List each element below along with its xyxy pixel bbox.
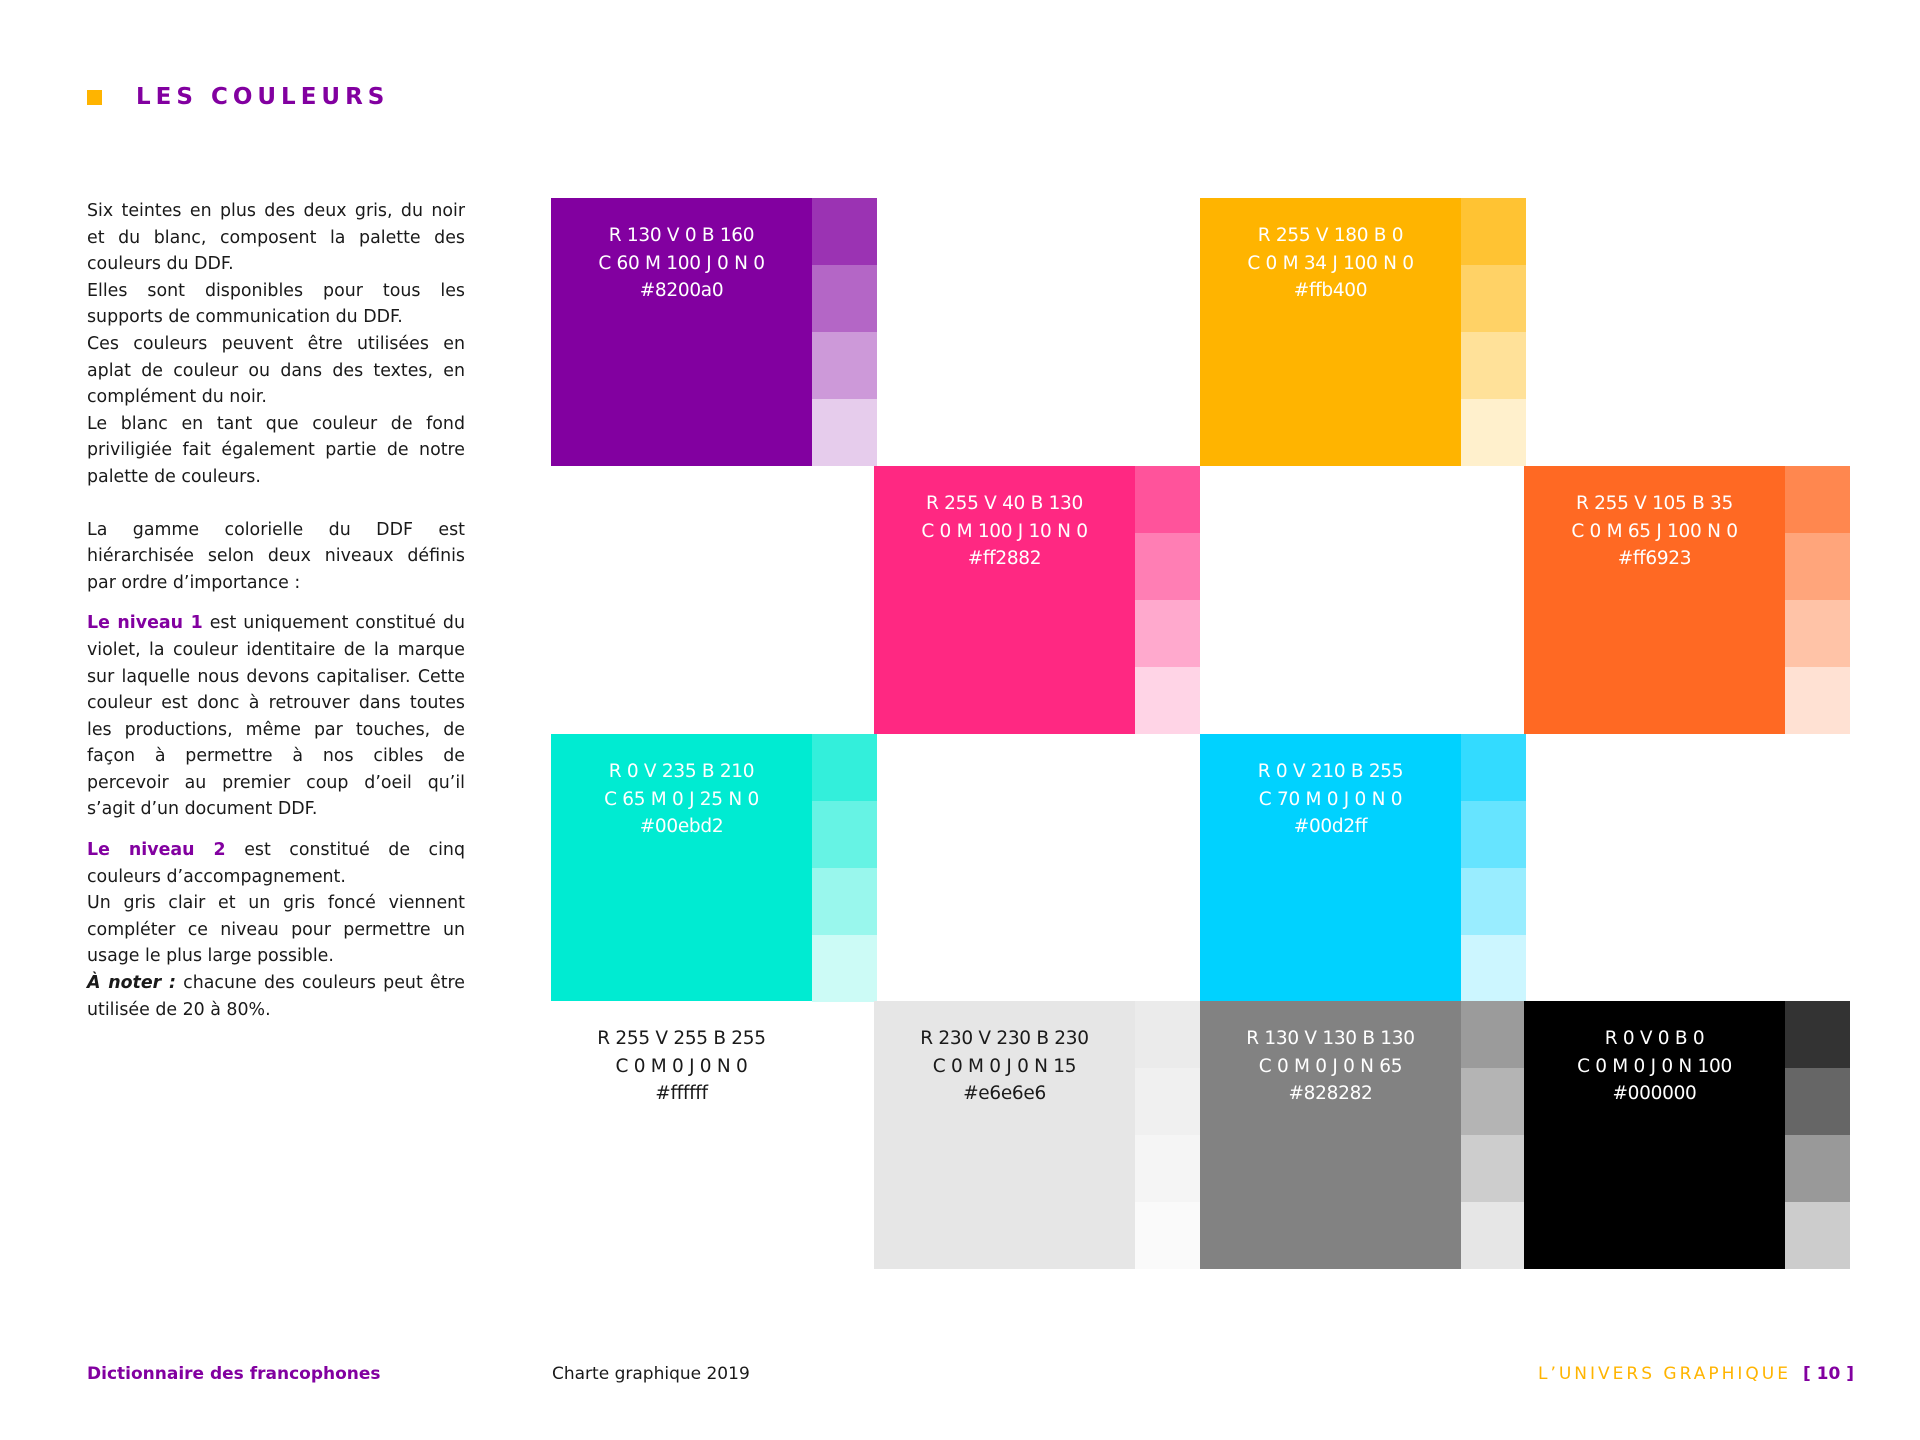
swatch-tint	[812, 935, 877, 1002]
swatch-main	[551, 198, 812, 466]
swatch-main	[551, 1001, 812, 1269]
swatch-values	[1200, 222, 1461, 305]
swatch-main	[1524, 466, 1785, 734]
swatch-tint	[1461, 935, 1526, 1002]
swatch-hex: #ffb400	[1293, 280, 1368, 301]
swatch-rgb: R 255 V 180 B 0	[1257, 225, 1404, 246]
swatch-dark-grey	[1200, 1001, 1526, 1269]
swatch-cmyk: C 60 M 100 J 0 N 0	[598, 252, 765, 274]
swatch-rgb: R 130 V 130 B 130	[1246, 1028, 1415, 1049]
swatch-hex: #828282	[1288, 1083, 1373, 1104]
swatch-tint	[1135, 667, 1200, 734]
swatch-hex: #e6e6e6	[963, 1083, 1046, 1104]
swatch-black	[1524, 1001, 1850, 1269]
page-number: [ 10 ]	[1802, 1364, 1854, 1384]
swatch-values	[1200, 758, 1461, 841]
swatch-rgb: R 255 V 40 B 130	[926, 493, 1083, 514]
swatch-values	[1200, 1025, 1461, 1108]
swatch-main	[874, 1001, 1135, 1269]
swatch-tint	[1461, 265, 1526, 332]
swatch-rgb: R 0 V 235 B 210	[608, 761, 755, 782]
swatch-tint	[812, 801, 877, 868]
swatch-rgb: R 0 V 0 B 0	[1604, 1028, 1705, 1049]
swatch-tint	[1461, 1068, 1526, 1135]
swatch-cmyk: C 0 M 0 J 0 N 100	[1577, 1055, 1732, 1077]
swatch-rgb: R 130 V 0 B 160	[608, 225, 755, 246]
swatch-tint	[1785, 466, 1850, 533]
swatch-tint	[1461, 868, 1526, 935]
swatch-values	[874, 1025, 1135, 1108]
swatch-main	[1200, 198, 1461, 466]
intro-paragraph: Le blanc en tant que couleur de fond priviligiée fait également partie de notre palette de couleurs.	[87, 413, 465, 487]
swatch-tint	[812, 399, 877, 466]
swatch-tint	[812, 868, 877, 935]
swatch-hex: #ff2882	[967, 548, 1042, 569]
swatch-tint	[1135, 533, 1200, 600]
swatch-cmyk: C 0 M 100 J 10 N 0	[921, 520, 1088, 542]
swatch-orange	[1524, 466, 1850, 734]
swatch-main	[551, 734, 812, 1002]
intro-paragraph: Ces couleurs peuvent être utilisées en aplat de couleur ou dans des textes, en complément du noir.	[87, 333, 465, 408]
swatch-values	[1524, 490, 1785, 573]
swatch-tint	[1135, 466, 1200, 533]
level2-text: est constitué de cinq couleurs d’accompagnement.	[87, 840, 465, 887]
swatch-values	[551, 222, 812, 305]
level1-label: Le niveau 1	[87, 613, 203, 634]
swatch-light-grey	[874, 1001, 1200, 1269]
level1-paragraph	[87, 610, 465, 823]
swatch-tint	[1135, 1202, 1200, 1269]
swatch-main	[874, 466, 1135, 734]
swatch-hex: #00ebd2	[639, 816, 724, 837]
swatch-hex: #00d2ff	[1293, 816, 1368, 837]
swatch-hex: #8200a0	[639, 280, 724, 301]
intro-paragraph: Un gris clair et un gris foncé viennent compléter ce niveau pour permettre un usage le plus large possible.	[87, 893, 465, 967]
swatch-hex: #ffffff	[655, 1083, 708, 1104]
swatch-values	[551, 758, 812, 841]
swatch-values	[551, 1025, 812, 1108]
swatch-cmyk: C 70 M 0 J 0 N 0	[1258, 788, 1403, 810]
swatch-tint	[1461, 1202, 1526, 1269]
swatch-tint	[1461, 332, 1526, 399]
swatch-tint	[1785, 1001, 1850, 1068]
swatch-rgb: R 0 V 210 B 255	[1257, 761, 1404, 782]
level1-text: est uniquement constitué du violet, la couleur identitaire de la marque sur laquelle nous devons capitaliser. Cette couleur est donc à retrouver dans toutes les productions, même par touches, de façon à permettre à nos cibles de percevoir au premier coup d’oeil qu’il s’agit d’un document DDF.	[87, 613, 465, 820]
intro-paragraph: Elles sont disponibles pour tous les supports de communication du DDF.	[87, 280, 465, 328]
swatch-cmyk: C 0 M 0 J 0 N 65	[1258, 1055, 1403, 1077]
level2-label: Le niveau 2	[87, 840, 226, 861]
swatch-hex: #000000	[1612, 1083, 1697, 1104]
swatch-cmyk: C 65 M 0 J 25 N 0	[604, 788, 759, 810]
swatch-tint	[1461, 198, 1526, 265]
intro-paragraph: Six teintes en plus des deux gris, du noir et du blanc, composent la palette des couleurs du DDF.	[87, 201, 465, 275]
intro-text	[87, 198, 465, 1023]
swatch-tint	[1785, 533, 1850, 600]
swatch-cmyk: C 0 M 65 J 100 N 0	[1571, 520, 1738, 542]
swatch-tint	[812, 198, 877, 265]
swatch-yellow	[1200, 198, 1526, 466]
swatch-main	[1524, 1001, 1785, 1269]
swatch-tint	[812, 265, 877, 332]
swatch-tint	[1461, 734, 1526, 801]
swatch-tint	[1461, 1135, 1526, 1202]
swatch-turquoise	[551, 734, 877, 1002]
swatch-tint	[1785, 667, 1850, 734]
intro-paragraph: La gamme colorielle du DDF est hiérarchisée selon deux niveaux définis par ordre d’importance :	[87, 519, 465, 593]
swatch-cmyk: C 0 M 0 J 0 N 0	[615, 1055, 748, 1077]
swatch-tint	[1785, 1135, 1850, 1202]
note-text: chacune des couleurs peut être utilisée de 20 à 80%.	[87, 973, 465, 1020]
swatch-values	[874, 490, 1135, 573]
page-title: LES COULEURS	[136, 84, 390, 110]
swatch-tint	[1461, 399, 1526, 466]
swatch-rgb: R 230 V 230 B 230	[920, 1028, 1089, 1049]
swatch-values	[1524, 1025, 1785, 1108]
swatch-cmyk: C 0 M 0 J 0 N 15	[932, 1055, 1077, 1077]
swatch-white	[551, 1001, 877, 1269]
swatch-tint	[1461, 1001, 1526, 1068]
swatch-tint	[1135, 1068, 1200, 1135]
header-bullet-icon	[87, 90, 102, 105]
swatch-tint	[1785, 1068, 1850, 1135]
footer-section	[1538, 1364, 1854, 1384]
swatch-main	[1200, 1001, 1461, 1269]
note-label: À noter :	[87, 973, 176, 994]
footer-brand: Dictionnaire des francophones	[87, 1364, 381, 1384]
page-header	[87, 82, 389, 112]
swatch-tint	[1135, 1135, 1200, 1202]
swatch-hex: #ff6923	[1617, 548, 1692, 569]
swatch-main	[1200, 734, 1461, 1002]
footer-document: Charte graphique 2019	[552, 1364, 750, 1384]
swatch-tint	[812, 332, 877, 399]
swatch-pink	[874, 466, 1200, 734]
swatch-rgb: R 255 V 105 B 35	[1576, 493, 1733, 514]
footer-section-title: L’UNIVERS GRAPHIQUE	[1537, 1364, 1791, 1384]
swatch-rgb: R 255 V 255 B 255	[597, 1028, 766, 1049]
swatch-tint	[812, 734, 877, 801]
level2-paragraph	[87, 837, 465, 890]
swatch-tint	[1785, 600, 1850, 667]
swatch-tint	[1785, 1202, 1850, 1269]
swatch-violet	[551, 198, 877, 466]
swatch-cmyk: C 0 M 34 J 100 N 0	[1247, 252, 1414, 274]
note-paragraph	[87, 970, 465, 1023]
swatch-tint	[1461, 801, 1526, 868]
swatch-tint	[1135, 1001, 1200, 1068]
swatch-cyan	[1200, 734, 1526, 1002]
swatch-tint	[1135, 600, 1200, 667]
